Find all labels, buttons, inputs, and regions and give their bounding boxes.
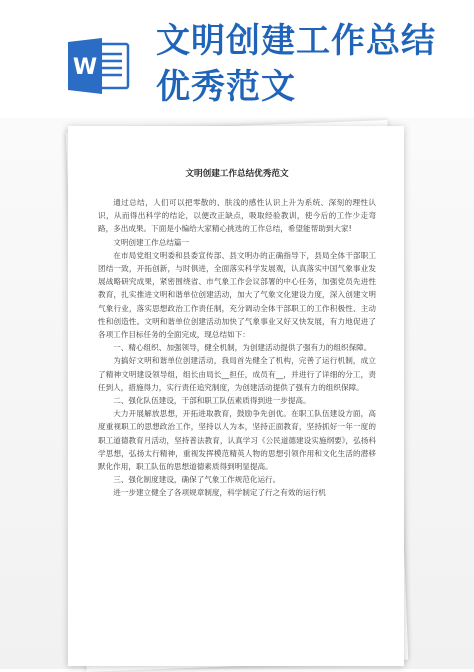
document-title: 文明创建工作总结优秀范文 — [185, 169, 289, 179]
paragraph-body-3: 大力开展解放思想，开拓进取教育，鼓励争先创优。在职工队伍建设方面，高度重视职工的思想政治工作，坚持以人为本，坚持正面教育，坚持抓好一年一度的职工道德教育月活动，坚持普法教育，认真学习《公民道德建设实施纲要》，弘扬科学思想，弘扬太行精神，重视发挥模范精英人物的思想引领作用和文化生活的潜移默化作用，职工队伍的思想道德素质得到明显提高。 — [98, 409, 376, 472]
paragraph-point-3: 三、强化制度建设，确保了气象工作规范化运行。 — [113, 475, 281, 485]
logo-letter: W — [72, 55, 98, 80]
document-page — [68, 126, 404, 666]
paragraph-body-4: 进一步建立健全了各项规章制度，科学制定了行之有效的运行机 — [113, 488, 326, 498]
banner-title — [156, 18, 456, 110]
section-heading-1: 文明创建工作总结篇一 — [113, 237, 190, 247]
paragraph-intro: 通过总结，人们可以把零散的、肤浅的感性认识上升为系统、深刻的理性认识，从而得出科学的结论，以便改正缺点，吸取经验教训，使今后的工作少走弯路，多出成果。下面是小编给大家精心挑选的工作总结，希望能帮助到大家! — [98, 198, 376, 234]
header-banner — [0, 0, 474, 118]
banner-title-line-1: 文明创建工作总结 — [156, 21, 436, 61]
paragraph-body-1: 在市局党组文明委和县委宣传部、县文明办的正确指导下，县局全体干部职工团结一致，开拓创新，与时俱进，全面落实科学发展观，认真落实中国气象事业发展战略研究成果，紧密围绕省、市气象工作会议部署的中心任务，加强党员先进性教育，扎实推进文明和谐单位创建活动，加大了气象文化建设力度，深入创建文明气象行业，落实思想政治工作责任制，充分调动全体干部职工的工作积极性、主动性和创造性。文明和谐单位创建活动加快了气象事业又好又快发展，有力地促进了各项工作目标任务的全面完成，现总结如下： — [98, 250, 376, 340]
paragraph-point-1: 一、精心组织、加强领导，健全机制，为创建活动提供了强有力的组织保障。 — [113, 343, 372, 353]
paragraph-point-2: 二、强化队伍建设，干部和职工队伍素质得到进一步提高。 — [113, 396, 311, 406]
banner-title-line-2: 优秀范文 — [156, 67, 296, 107]
word-document-icon — [68, 38, 130, 94]
paragraph-body-2: 为搞好文明和谐单位创建活动，我局首先健全了机构，完善了运行机制，成立了精神文明建设领导组，组长由局长__担任，成员有__，并进行了详细的分工，责任到人，措施得力，实行责任追究制度，为创建活动提供了强有力的组织保障。 — [98, 356, 376, 392]
